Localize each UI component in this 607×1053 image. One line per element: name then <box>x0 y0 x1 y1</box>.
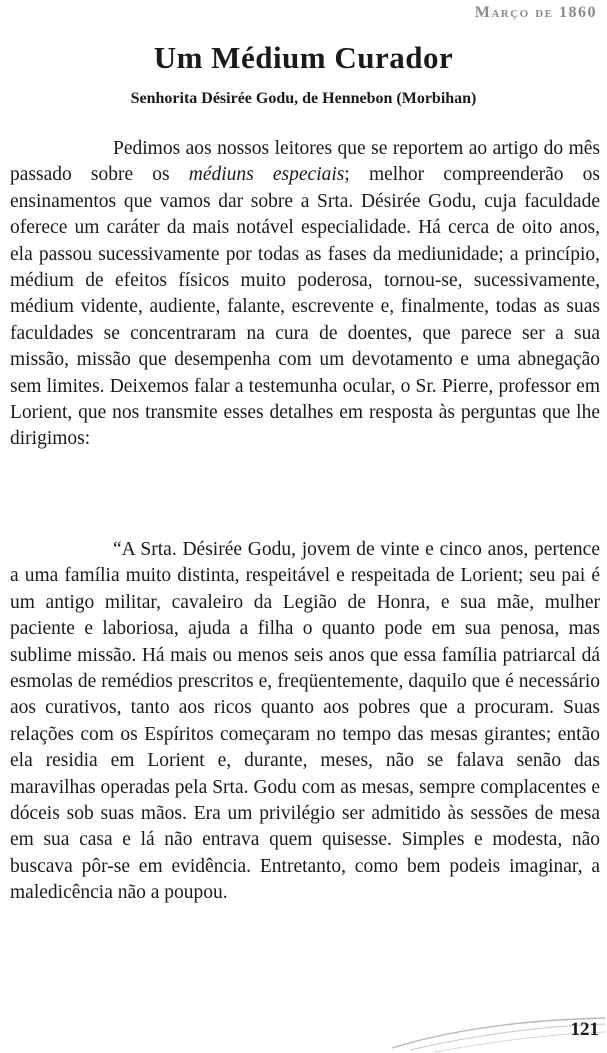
article-subtitle: Senhorita Désirée Godu, de Hennebon (Morbihan) <box>130 90 477 107</box>
running-header: Março de 1860 <box>474 4 597 21</box>
paragraph-1-text-end: ; melhor compreenderão os ensinamentos que vamos dar sobre a Srta. Désirée Godu, cuja faculdade oferece um caráter da mais notável especialidade. Há cerca de oito anos, ela passou sucessivamente por todas as fases da mediunidade; a princípio, médium de efeitos físicos muito poderosa, tornou-se, sucessivamente, médium vidente, audiente, falante, escrevente e, finalmente, todas as suas faculdades se concentraram na cura de doentes, que parece ser a sua missão, missão que desempenha com um devotamento e uma abnegação sem limites. Deixemos falar a testemunha ocular, o Sr. Pierre, professor em Lorient, que nos transmite esses detalhes em resposta às perguntas que lhe dirigimos: <box>10 164 600 450</box>
article-title: Um Médium Curador <box>153 40 454 75</box>
page-number: 121 <box>570 1019 599 1040</box>
paragraph-1-text-start: Pedimos aos nossos leitores que se reportem ao artigo do mês passado sobre os <box>10 138 600 186</box>
paragraph-2: “A Srta. Désirée Godu, jovem de vinte e cinco anos, pertence a uma família muito distinta, respeitável e respeitada de Lorient; seu pai é um antigo militar, cavaleiro da Legião de Honra, e sua mãe, mulher paciente e laboriosa, ajuda a filha o quanto pode em sua penosa, mas sublime missão. Há mais ou menos seis anos que essa família patriarcal dá esmolas de remédios prescritos e, freqüentemente, daquilo que é necessário aos curativos, tanto aos ricos quanto aos pobres que a procuram. Suas relações com os Espíritos começaram no tempo das mesas girantes; então ela residia em Lorient e, durante, meses, não se falava senão das maravilhas operadas pela Srta. Godu com as mesas, sempre complacentes e dóceis sob suas mãos. Era um privilégio ser admitido às sessões de mesa em sua casa e lá não entrava quem quisesse. Simples e modesta, não buscava pôr-se em evidência. Entretanto, como bem podeis imaginar, a maledicência não a poupou. <box>10 539 600 904</box>
paragraph-1-italic-term: médiuns especiais <box>188 164 345 186</box>
paragraph-1 <box>10 136 600 453</box>
